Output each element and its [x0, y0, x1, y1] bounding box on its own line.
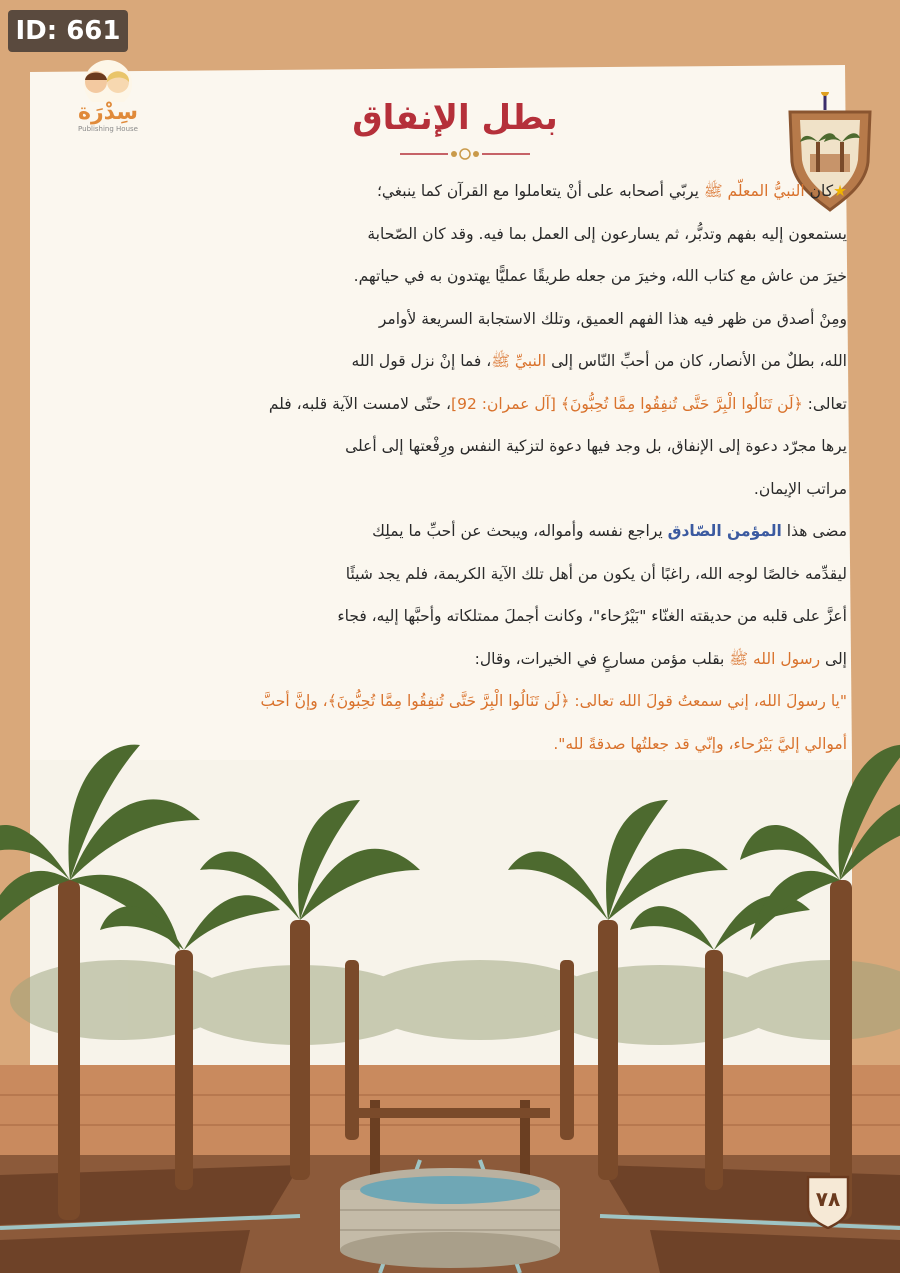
text-run: كان — [804, 182, 834, 200]
text-run: ، وإنَّ أحبَّ — [260, 692, 328, 710]
page-number-badge — [804, 1173, 852, 1229]
paragraph-2-line-1: ومِنْ أصدق من ظهر فيه هذا الفهم العميق، وتلك الاستجابة السريعة لأوامر — [378, 309, 847, 328]
story-body — [50, 170, 847, 765]
prophet-highlight: النبيُّ المعلّم ﷺ — [703, 182, 805, 200]
page-title: بطل الإنفاق — [352, 98, 558, 138]
quran-verse: ﴿لَن تَنَالُوا الْبِرَّ حَتَّى تُنفِقُوا مِمَّا تُحِبُّونَ﴾ — [327, 692, 570, 710]
text-run: تعالى: — [802, 394, 847, 413]
text-run: الله، بطلٌ من الأنصار، كان من أحبِّ النّاس إلى — [546, 352, 847, 370]
text-run: بقلب مؤمن مسارعٍ في الخيرات، وقال: — [474, 649, 730, 668]
paragraph-3-line-3: أعزَّ على قلبه من حديقته الغنّاء "بَيْرُحاء"، وكانت أجملَ ممتلكاته وأحبَّها إليه، فجاء — [337, 607, 847, 625]
paragraph-2-line-3 — [50, 383, 847, 426]
paragraph-1-line-2: يستمعون إليه بفهم وتدبُّر، ثم يسارعون إلى العمل بما فيه. وقد كان الصّحابة — [367, 224, 847, 243]
paragraph-2-line-2 — [50, 340, 847, 383]
logo-subtitle: Publishing House — [78, 125, 138, 133]
text-run: مضى هذا — [781, 522, 847, 540]
paragraph-3-line-4 — [50, 638, 847, 681]
paragraph-2-line-5: مراتب الإيمان. — [753, 479, 847, 498]
paragraph-3-line-2: ليقدِّمه خالصًا لوجه الله، راغبًا أن يكون من أهل تلك الآية الكريمة، فلم يجد شيئًا — [345, 564, 847, 583]
text-run: إلى — [820, 649, 847, 668]
text-run: ، حتّى لامست الآية قلبه، فلم — [268, 394, 452, 413]
paragraph-1-line-1 — [50, 170, 847, 213]
quote-line-2: أموالي إليَّ بَيْرُحاء، وإنّي قد جعلتُها صدقةً لله". — [553, 734, 847, 753]
believer-highlight: المؤمن الصّادق — [667, 522, 782, 540]
title-ornament-icon — [400, 144, 530, 164]
quran-verse: ﴿لَن تَنَالُوا الْبِرَّ حَتَّى تُنفِقُوا مِمَّا تُحِبُّونَ﴾ [آل عمران: 92] — [451, 394, 803, 413]
star-icon: ★ — [833, 182, 847, 200]
kids-faces-icon — [62, 60, 154, 102]
text-run: يربّي أصحابه على أنْ يتعاملوا مع القرآن كما ينبغي؛ — [376, 182, 704, 200]
quote-line-1 — [50, 680, 847, 723]
paragraph-2-line-4: يرها مجرّد دعوة إلى الإنفاق، بل وجد فيها دعوة لتزكية النفس ورِفْعتها إلى أعلى — [345, 437, 847, 455]
publisher-logo — [62, 60, 154, 133]
id-badge: ID: 661 — [8, 10, 128, 52]
prophet-highlight: النبيِّ ﷺ — [491, 352, 547, 370]
prophet-highlight: رسول الله ﷺ — [729, 649, 821, 668]
text-run: يراجع نفسه وأمواله، ويبحث عن أحبِّ ما يملِك — [372, 522, 668, 540]
logo-name: سِدْرَة — [78, 100, 138, 125]
page-number: ٧٨ — [815, 1187, 841, 1211]
text-run: "يا رسولَ الله، إني سمعتُ قولَ الله تعالى: — [569, 692, 847, 710]
text-run: ، فما إنْ نزل قول الله — [351, 352, 492, 370]
paragraph-3-line-1 — [50, 510, 847, 553]
paragraph-1-line-3: خيرَ من عاش مع كتاب الله، وخيرَ من جعله طريقًا عمليًّا يهتدون به في حياتهم. — [353, 267, 847, 285]
